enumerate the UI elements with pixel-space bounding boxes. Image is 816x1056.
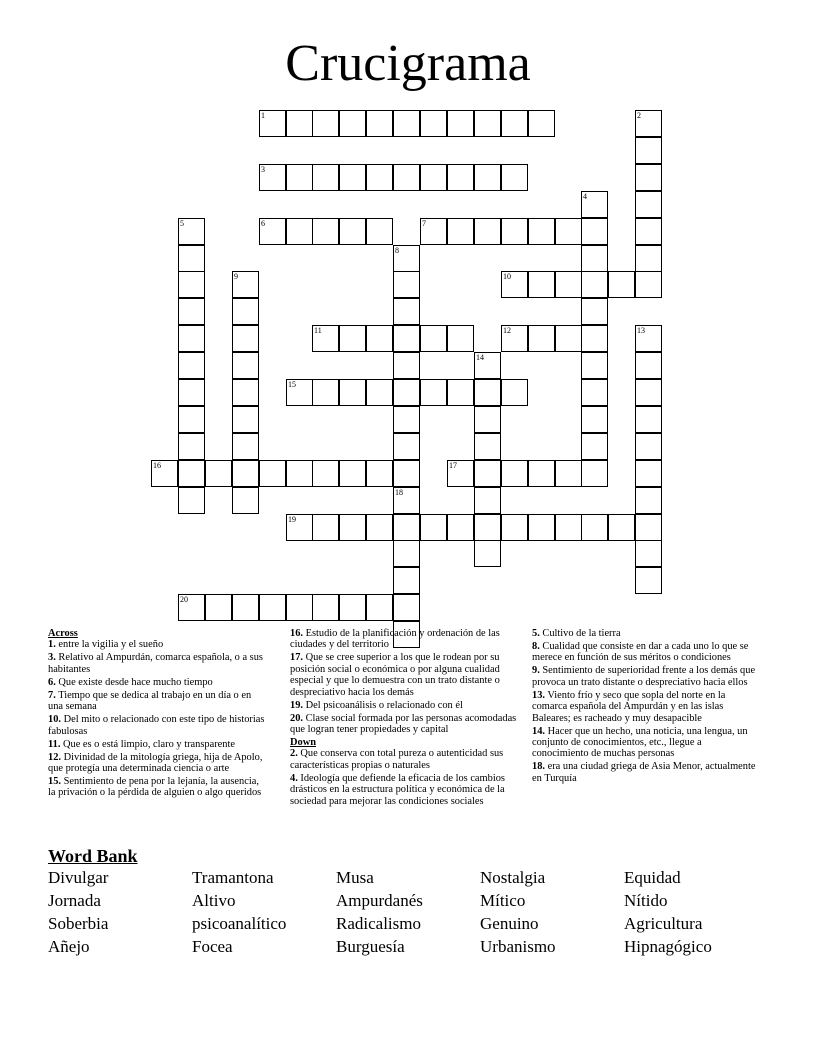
clue <box>532 641 760 664</box>
grid-cell[interactable] <box>178 218 205 245</box>
grid-cell[interactable] <box>232 379 259 406</box>
grid-cell[interactable] <box>474 487 501 514</box>
grid-cell[interactable] <box>232 487 259 514</box>
grid-cell[interactable] <box>259 164 286 191</box>
word-bank-item: Añejo <box>48 937 90 956</box>
clue-number: 10 <box>503 272 511 281</box>
clue <box>290 773 520 807</box>
grid-cell[interactable] <box>581 406 608 433</box>
grid-cell[interactable] <box>635 245 662 272</box>
grid-cell[interactable] <box>178 487 205 514</box>
grid-cell[interactable] <box>501 460 528 487</box>
grid-cell[interactable] <box>312 218 339 245</box>
grid-cell[interactable] <box>420 514 447 541</box>
grid-cell[interactable] <box>501 110 528 137</box>
grid-cell[interactable] <box>474 433 501 460</box>
grid-cell[interactable] <box>339 110 366 137</box>
grid-cell[interactable] <box>366 594 393 621</box>
grid-cell[interactable] <box>420 110 447 137</box>
clue-number: 18 <box>395 488 403 497</box>
word-bank-item: Equidad <box>624 868 681 887</box>
clue-text: entre la vigilia y el sueño <box>55 639 164 651</box>
grid-cell[interactable] <box>393 514 420 541</box>
clue-number: 4. <box>290 772 298 784</box>
grid-cell[interactable] <box>393 567 420 594</box>
word-bank-item: Mítico <box>480 891 526 910</box>
grid-cell[interactable] <box>474 460 501 487</box>
clue-number: 5 <box>180 219 184 228</box>
clue-number: 19. <box>290 699 303 711</box>
grid-cell[interactable] <box>339 594 366 621</box>
grid-cell[interactable] <box>447 325 474 352</box>
clue-text: Que conserva con total pureza o autenticidad sus características propias o naturales <box>290 748 504 771</box>
clue-number: 1 <box>261 111 265 120</box>
grid-cell[interactable] <box>178 460 205 487</box>
clue-number: 7. <box>48 689 56 701</box>
grid-cell[interactable] <box>474 352 501 379</box>
word-bank-item: Agricultura <box>624 914 703 933</box>
grid-cell[interactable] <box>259 460 286 487</box>
clue-number: 2. <box>290 748 298 760</box>
clue-column-1 <box>48 628 268 800</box>
clue-column-2 <box>290 628 520 809</box>
grid-cell[interactable] <box>635 137 662 164</box>
clue <box>532 726 760 760</box>
word-bank-item: Genuino <box>480 914 539 933</box>
clue-number: 6 <box>261 219 265 228</box>
grid-cell[interactable] <box>474 164 501 191</box>
grid-cell[interactable] <box>581 433 608 460</box>
grid-cell[interactable] <box>635 487 662 514</box>
word-bank-item: Nítido <box>624 891 668 910</box>
grid-cell[interactable] <box>339 514 366 541</box>
clue-number: 16. <box>290 628 303 639</box>
clue-text: Que es o está limpio, claro y transparente <box>60 738 235 750</box>
grid-cell[interactable] <box>635 271 662 298</box>
clue <box>48 776 268 799</box>
clue-text: Tiempo que se dedica al trabajo en un día o en una semana <box>48 689 252 713</box>
clue <box>290 748 520 771</box>
clue-text: Relativo al Ampurdán, comarca española, o a sus habitantes <box>48 652 263 675</box>
grid-cell[interactable] <box>339 379 366 406</box>
clue-number: 12 <box>503 326 511 335</box>
grid-cell[interactable] <box>232 352 259 379</box>
grid-cell[interactable] <box>635 514 662 541</box>
clue-number: 19 <box>288 515 296 524</box>
grid-cell[interactable] <box>581 218 608 245</box>
grid-cell[interactable] <box>474 514 501 541</box>
word-bank-item: Ampurdanés <box>336 891 423 910</box>
word-bank-item: Burguesía <box>336 937 405 956</box>
grid-cell[interactable] <box>393 325 420 352</box>
word-bank-item: Hipnagógico <box>624 937 712 956</box>
clue <box>48 690 268 713</box>
grid-cell[interactable] <box>635 433 662 460</box>
clue-number: 3 <box>261 165 265 174</box>
grid-cell[interactable] <box>178 379 205 406</box>
grid-cell[interactable] <box>581 325 608 352</box>
clue-number: 9 <box>234 272 238 281</box>
grid-cell[interactable] <box>286 379 313 406</box>
clue-number: 20 <box>180 595 188 604</box>
across-heading: Across <box>48 628 78 639</box>
clue-number: 14. <box>532 725 545 737</box>
grid-cell[interactable] <box>635 567 662 594</box>
grid-cell[interactable] <box>393 271 420 298</box>
clue-number: 15 <box>288 380 296 389</box>
clue <box>48 639 268 650</box>
grid-cell[interactable] <box>447 164 474 191</box>
clue-text: Cualidad que consiste en dar a cada uno lo que se merece en función de sus méritos o condiciones <box>532 641 749 664</box>
grid-cell[interactable] <box>366 379 393 406</box>
clue-number: 17 <box>449 461 457 470</box>
grid-cell[interactable] <box>393 164 420 191</box>
grid-cell[interactable] <box>393 352 420 379</box>
clue-text: Estudio de la planificación y ordenación de las ciudades y del territorio <box>290 628 500 651</box>
grid-cell[interactable] <box>312 325 339 352</box>
word-bank-item: Nostalgia <box>480 868 546 887</box>
grid-cell[interactable] <box>312 110 339 137</box>
clue-text: Sentimiento de superioridad frente a los demás que provoca un trato distante o despreciativo hacia ellos <box>532 665 756 688</box>
grid-cell[interactable] <box>232 594 259 621</box>
grid-cell[interactable] <box>528 514 555 541</box>
grid-cell[interactable] <box>581 514 608 541</box>
word-bank-item: Focea <box>192 937 233 956</box>
clue-number: 3. <box>48 652 56 664</box>
grid-cell[interactable] <box>339 325 366 352</box>
clue-text: Cultivo de la tierra <box>539 628 621 639</box>
clue <box>532 761 760 784</box>
grid-cell[interactable] <box>286 110 313 137</box>
grid-cell[interactable] <box>205 460 232 487</box>
clue <box>532 665 760 688</box>
clue-number: 4 <box>583 192 587 201</box>
grid-cell[interactable] <box>366 164 393 191</box>
word-bank-item: Radicalismo <box>336 914 421 933</box>
grid-cell[interactable] <box>581 379 608 406</box>
word-bank-item: Tramantona <box>192 868 274 887</box>
grid-cell[interactable] <box>312 164 339 191</box>
grid-cell[interactable] <box>366 460 393 487</box>
clue-text: Viento frío y seco que sopla del norte en la comarca española del Ampurdán y en las islas Baleares; es racheado y muy desapacible <box>532 689 726 724</box>
word-bank-item: psicoanalítico <box>192 914 287 933</box>
grid-cell[interactable] <box>178 406 205 433</box>
clue-number: 16 <box>153 461 161 470</box>
grid-cell[interactable] <box>474 218 501 245</box>
grid-cell[interactable] <box>501 218 528 245</box>
clue <box>290 652 520 698</box>
grid-cell[interactable] <box>339 164 366 191</box>
grid-cell[interactable] <box>474 406 501 433</box>
clue-number: 20. <box>290 712 303 724</box>
grid-cell[interactable] <box>635 460 662 487</box>
grid-cell[interactable] <box>420 379 447 406</box>
grid-cell[interactable] <box>528 110 555 137</box>
grid-cell[interactable] <box>501 325 528 352</box>
grid-cell[interactable] <box>339 218 366 245</box>
clue <box>48 752 268 775</box>
grid-cell[interactable] <box>178 352 205 379</box>
grid-cell[interactable] <box>447 460 474 487</box>
grid-cell[interactable] <box>393 594 420 621</box>
grid-cell[interactable] <box>447 110 474 137</box>
clue-text: Divinidad de la mitología griega, hija de Apolo, que protegía una determinada ciencia o arte <box>48 751 263 775</box>
grid-cell[interactable] <box>528 460 555 487</box>
grid-cell[interactable] <box>447 218 474 245</box>
grid-cell[interactable] <box>555 514 582 541</box>
clue-text: era una ciudad griega de Asia Menor, actualmente en Turquía <box>532 761 756 784</box>
grid-cell[interactable] <box>528 271 555 298</box>
grid-cell[interactable] <box>366 110 393 137</box>
clue-number: 13 <box>637 326 645 335</box>
clue <box>48 739 268 750</box>
grid-cell[interactable] <box>420 325 447 352</box>
page-title: Crucigrama <box>285 35 531 92</box>
grid-cell[interactable] <box>635 191 662 218</box>
clue-text: Clase social formada por las personas acomodadas que logran tener propiedades y capital <box>290 712 517 736</box>
grid-cell[interactable] <box>178 594 205 621</box>
clue-number: 13. <box>532 689 545 701</box>
grid-cell[interactable] <box>581 460 608 487</box>
grid-cell[interactable] <box>581 298 608 325</box>
grid-cell[interactable] <box>474 110 501 137</box>
grid-cell[interactable] <box>420 164 447 191</box>
clue-number: 2 <box>637 111 641 120</box>
grid-cell[interactable] <box>259 594 286 621</box>
grid-cell[interactable] <box>447 379 474 406</box>
grid-cell[interactable] <box>393 110 420 137</box>
grid-cell[interactable] <box>339 460 366 487</box>
grid-cell[interactable] <box>608 271 635 298</box>
grid-cell[interactable] <box>501 164 528 191</box>
clue-number: 17. <box>290 652 303 664</box>
clue-number: 10. <box>48 714 61 726</box>
grid-cell[interactable] <box>178 325 205 352</box>
clue-number: 7 <box>422 219 426 228</box>
grid-cell[interactable] <box>555 325 582 352</box>
grid-cell[interactable] <box>286 218 313 245</box>
grid-cell[interactable] <box>447 514 474 541</box>
clue-text: Ideología que defiende la eficacia de los cambios drásticos en la estructura política y económica de la sociedad para mejorar las condiciones sociales <box>290 772 505 807</box>
clue-text: Que se cree superior a los que le rodean por su posición social o económica o por alguna cualidad especial y que lo demuestra con un trato distante o despreciativo hacia los demás <box>290 652 500 698</box>
clue-text: Que existe desde hace mucho tiempo <box>55 676 213 688</box>
grid-cell[interactable] <box>232 406 259 433</box>
clue <box>532 628 760 639</box>
word-bank-item: Urbanismo <box>480 937 556 956</box>
grid-cell[interactable] <box>501 514 528 541</box>
word-bank-item: Divulgar <box>48 868 109 887</box>
grid-cell[interactable] <box>635 379 662 406</box>
clue-number: 1. <box>48 639 56 651</box>
clue <box>48 714 268 737</box>
grid-cell[interactable] <box>393 298 420 325</box>
grid-cell[interactable] <box>232 271 259 298</box>
grid-cell[interactable] <box>232 433 259 460</box>
clue <box>532 690 760 724</box>
clue-number: 11. <box>48 738 61 750</box>
grid-cell[interactable] <box>635 325 662 352</box>
grid-cell[interactable] <box>528 325 555 352</box>
clue <box>290 700 520 711</box>
grid-cell[interactable] <box>312 514 339 541</box>
grid-cell[interactable] <box>393 245 420 272</box>
clue-number: 8. <box>532 641 540 652</box>
word-bank-item: Jornada <box>48 891 101 910</box>
clue-text: Hacer que un hecho, una noticia, una lengua, un conjunto de conocimientos, etc., llegue a conocimiento de muchas personas <box>532 725 748 760</box>
grid-cell[interactable] <box>635 406 662 433</box>
clue-number: 15. <box>48 776 61 788</box>
grid-cell[interactable] <box>286 594 313 621</box>
clue <box>290 713 520 736</box>
grid-cell[interactable] <box>635 110 662 137</box>
clue-number: 8 <box>395 246 399 255</box>
clue-number: 6. <box>48 676 56 688</box>
grid-cell[interactable] <box>312 460 339 487</box>
grid-cell[interactable] <box>259 110 286 137</box>
grid-cell[interactable] <box>151 460 178 487</box>
grid-cell[interactable] <box>581 245 608 272</box>
grid-cell[interactable] <box>581 271 608 298</box>
down-heading: Down <box>290 737 316 749</box>
clue-text: Sentimiento de pena por la lejanía, la ausencia, la privación o la pérdida de alguien o algo queridos <box>48 776 262 799</box>
grid-cell[interactable] <box>366 514 393 541</box>
clue-text: Del mito o relacionado con este tipo de historias fabulosas <box>48 714 265 737</box>
grid-cell[interactable] <box>286 460 313 487</box>
clue <box>48 652 268 675</box>
grid-cell[interactable] <box>393 460 420 487</box>
grid-cell[interactable] <box>312 594 339 621</box>
grid-cell[interactable] <box>555 460 582 487</box>
clue-number: 12. <box>48 751 61 763</box>
grid-cell[interactable] <box>232 325 259 352</box>
word-bank-item: Soberbia <box>48 914 109 933</box>
grid-cell[interactable] <box>312 379 339 406</box>
grid-cell[interactable] <box>178 245 205 272</box>
grid-cell[interactable] <box>581 352 608 379</box>
grid-cell[interactable] <box>178 433 205 460</box>
grid-cell[interactable] <box>581 191 608 218</box>
clue-number: 18. <box>532 761 545 773</box>
grid-cell[interactable] <box>555 271 582 298</box>
grid-cell[interactable] <box>635 164 662 191</box>
grid-cell[interactable] <box>635 540 662 567</box>
grid-cell[interactable] <box>205 594 232 621</box>
grid-cell[interactable] <box>366 218 393 245</box>
grid-cell[interactable] <box>259 218 286 245</box>
clue <box>290 628 520 651</box>
grid-cell[interactable] <box>393 379 420 406</box>
grid-cell[interactable] <box>393 406 420 433</box>
grid-cell[interactable] <box>555 218 582 245</box>
clue-number: 5. <box>532 628 540 639</box>
grid-cell[interactable] <box>286 514 313 541</box>
grid-cell[interactable] <box>393 540 420 567</box>
clue-column-3 <box>532 628 760 786</box>
grid-cell[interactable] <box>474 540 501 567</box>
grid-cell[interactable] <box>232 460 259 487</box>
grid-cell[interactable] <box>232 298 259 325</box>
grid-cell[interactable] <box>501 271 528 298</box>
grid-cell[interactable] <box>366 325 393 352</box>
grid-cell[interactable] <box>178 298 205 325</box>
grid-cell[interactable] <box>474 379 501 406</box>
clue-number: 14 <box>476 353 484 362</box>
word-bank-item: Altivo <box>192 891 236 910</box>
grid-cell[interactable] <box>635 218 662 245</box>
grid-cell[interactable] <box>528 218 555 245</box>
grid-cell[interactable] <box>635 352 662 379</box>
clue-text: Del psicoanálisis o relacionado con él <box>303 699 463 711</box>
grid-cell[interactable] <box>608 514 635 541</box>
grid-cell[interactable] <box>393 433 420 460</box>
clue-number: 9. <box>532 665 540 677</box>
clue-number: 11 <box>314 326 322 335</box>
grid-cell[interactable] <box>420 218 447 245</box>
clue <box>48 677 268 688</box>
word-bank-title: Word Bank <box>48 846 138 866</box>
grid-cell[interactable] <box>286 164 313 191</box>
grid-cell[interactable] <box>393 487 420 514</box>
grid-cell[interactable] <box>178 271 205 298</box>
grid-cell[interactable] <box>501 379 528 406</box>
word-bank-item: Musa <box>336 868 374 887</box>
